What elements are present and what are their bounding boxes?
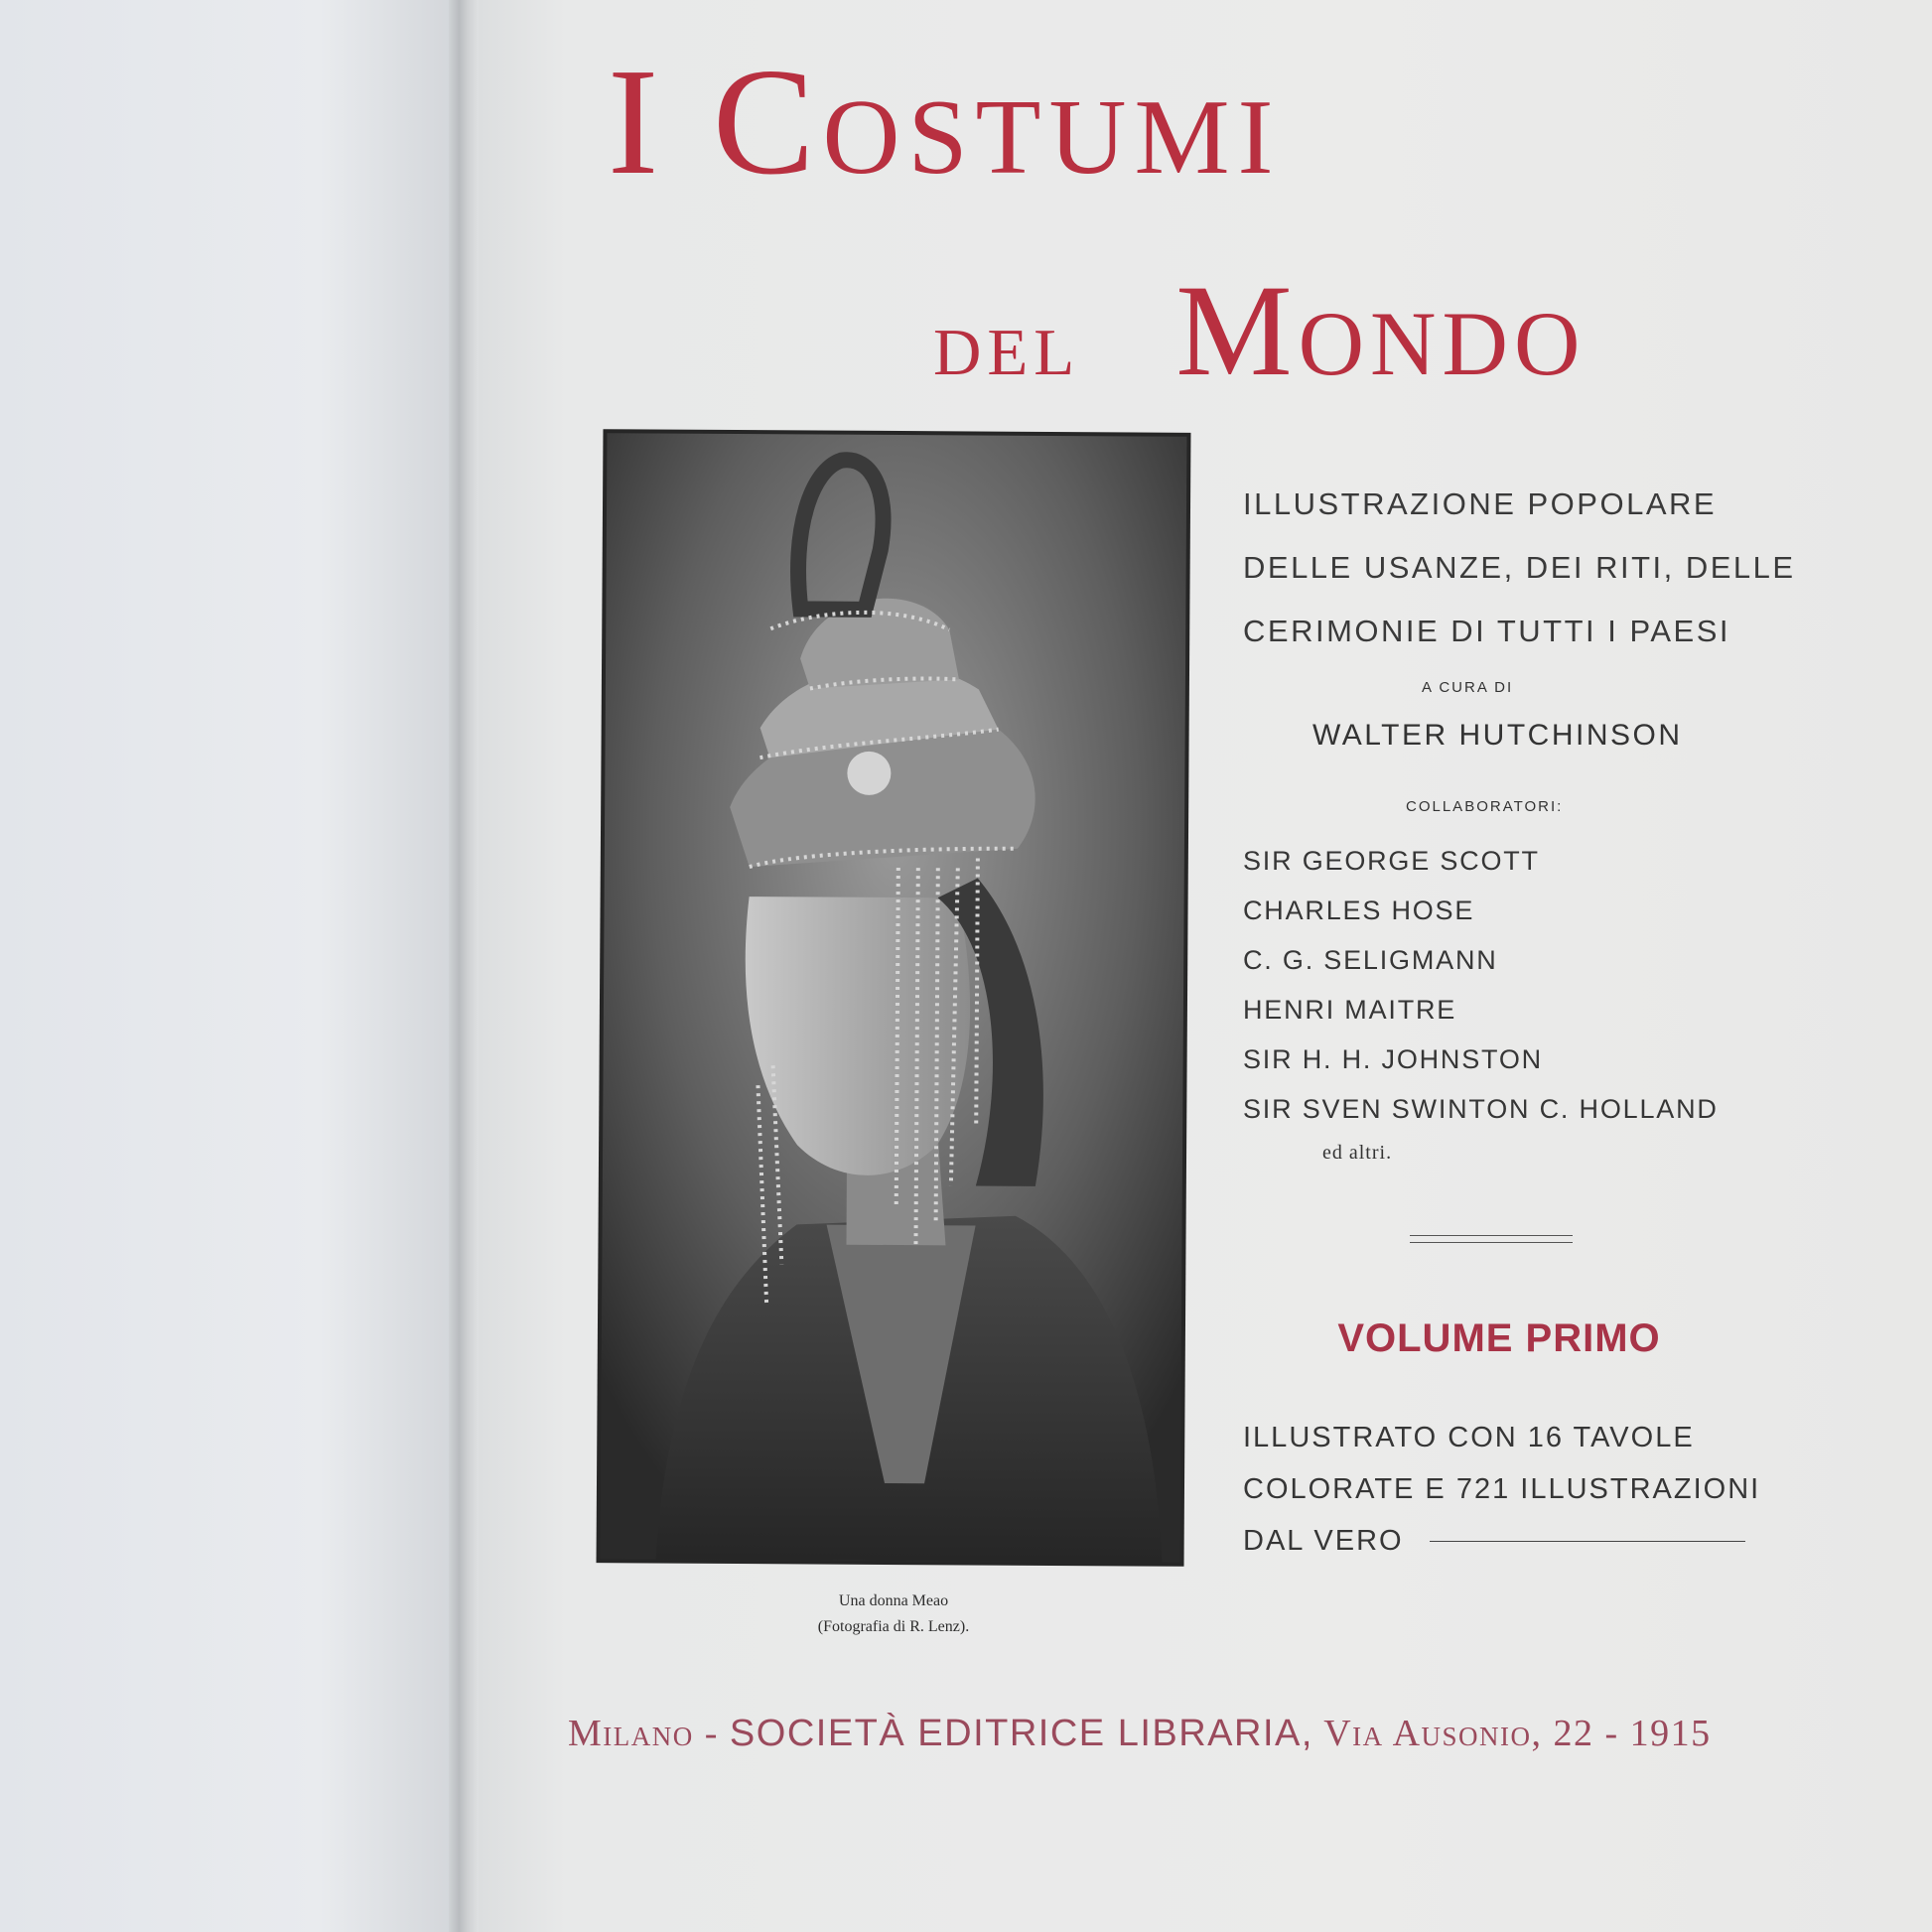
contributor-name: HENRI MAITRE	[1243, 995, 1457, 1025]
photo-caption	[755, 1588, 1033, 1640]
contributors-label: COLLABORATORI:	[1406, 798, 1564, 815]
contributor-name: SIR H. H. JOHNSTON	[1243, 1044, 1543, 1074]
book-gutter	[449, 0, 479, 1932]
contributor-name: SIR GEORGE SCOTT	[1243, 846, 1540, 876]
photo-credit: (Fotografia di R. Lenz).	[817, 1618, 970, 1635]
contributor-name: CHARLES HOSE	[1243, 896, 1475, 925]
contributor-name: SIR SVEN SWINTON C. HOLLAND	[1243, 1094, 1719, 1124]
illustrations-line: DAL VERO	[1243, 1525, 1404, 1557]
title-line-2	[933, 256, 1747, 405]
volume-label: VOLUME PRIMO	[1337, 1316, 1661, 1360]
title-del: del	[933, 289, 1081, 395]
title-line-1: I Costumi	[608, 38, 1282, 207]
line-rule	[1430, 1541, 1745, 1542]
subtitle-line: ILLUSTRAZIONE POPOLARE	[1243, 486, 1718, 521]
editor-label: A CURA DI	[1422, 679, 1514, 696]
illustrations-line: COLORATE E 721 ILLUSTRAZIONI	[1243, 1473, 1761, 1505]
subtitle-line: CERIMONIE DI TUTTI I PAESI	[1243, 614, 1731, 648]
portrait-photo	[597, 429, 1191, 1567]
double-rule-divider	[1410, 1235, 1573, 1243]
contributors-list	[1243, 836, 1759, 1134]
imprint-city: Milano -	[568, 1713, 730, 1754]
illustrations-line: ILLUSTRATO CON 16 TAVOLE	[1243, 1422, 1695, 1453]
contributors-more: ed altri.	[1322, 1142, 1393, 1164]
imprint-publisher: SOCIETÀ EDITRICE LIBRARIA,	[729, 1713, 1313, 1754]
subtitle-line: DELLE USANZE, DEI RITI, DELLE	[1243, 550, 1796, 585]
left-page	[0, 0, 457, 1932]
publisher-imprint	[568, 1712, 1759, 1755]
subtitle	[1243, 473, 1796, 663]
contributor-name: C. G. SELIGMANN	[1243, 945, 1498, 975]
editor-name: WALTER HUTCHINSON	[1312, 719, 1683, 752]
title-mondo: Mondo	[1175, 257, 1587, 403]
imprint-address: Via Ausonio, 22 - 1915	[1312, 1713, 1712, 1754]
portrait-illustration	[597, 429, 1191, 1567]
photo-caption-title: Una donna Meao	[838, 1592, 949, 1609]
illustrations-note	[1243, 1412, 1759, 1567]
